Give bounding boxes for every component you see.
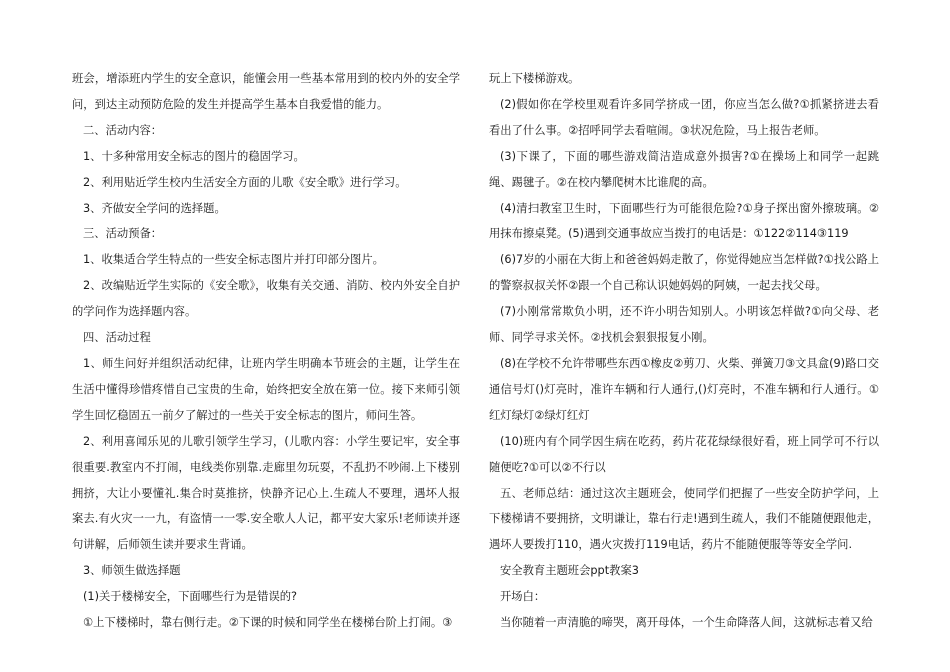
- paragraph: 2、利用贴近学生校内生活安全方面的儿歌《安全歌》进行学习。: [83, 175, 407, 189]
- paragraph: (2)假如你在学校里观看许多同学挤成一团，你应当怎么做?①抓紧挤进去看看出了什么事。②招呼同学去看喧闹。③状况危险，马上报告老师。: [489, 97, 879, 137]
- paragraph: (10)班内有个同学因生病在吃药，药片花花绿绿很好看，班上同学可不行以随便吃?①可以②不行以: [489, 434, 879, 474]
- paragraph: 3、师领生做选择题: [83, 564, 181, 578]
- paragraph: 3、齐做安全学问的选择题。: [83, 201, 226, 215]
- paragraph: 1、师生问好并组织活动纪律，让班内学生明确本节班会的主题，让学生在生活中懂得珍惜疼惜自己宝贵的生命，始终把安全放在第一位。接下来师引领学生回忆稳固五一前夕了解过的一些关于安全标志的图片，师问生答。: [72, 356, 460, 422]
- right-column: [489, 66, 879, 636]
- paragraph: 当你随着一声清脆的啼哭，离开母体，一个生命降落人间，这就标志着又给: [500, 616, 873, 630]
- paragraph: 2、利用喜闻乐见的儿歌引领学生学习，(儿歌内容：小学生要记牢，安全事很重要.教室内不打闹，电线类你别靠.走廊里勿玩耍，不乱扔不吵闹.上下楼别拥挤，大让小要懂礼.集合时莫推挤，快静齐记心上.生疏人不要理，遇坏人报案去.有火灾一一九，有盗情一一零.安全歌人人记，都平安大家乐!老师读并逐句讲解，后师领生读并要求生背诵。: [72, 434, 460, 552]
- paragraph: 安全教育主题班会ppt教案3: [500, 564, 639, 578]
- left-column: [72, 66, 460, 636]
- paragraph: 四、活动过程: [83, 331, 151, 345]
- paragraph: 1、十多种常用安全标志的图片的稳固学习。: [83, 149, 305, 163]
- paragraph: (1)关于楼梯安全，下面哪些行为是错误的?: [83, 590, 298, 604]
- paragraph: ①上下楼梯时，靠右侧行走。②下课的时候和同学坐在楼梯台阶上打闹。③: [83, 616, 453, 630]
- paragraph: 三、活动预备：: [83, 227, 163, 241]
- paragraph: 2、改编贴近学生实际的《安全歌》，收集有关交通、消防、校内外安全自护的学问作为选择题内容。: [72, 279, 460, 319]
- paragraph: 二、活动内容：: [83, 123, 163, 137]
- paragraph: 开场白：: [500, 590, 546, 604]
- paragraph: (3)下课了，下面的哪些游戏简洁造成意外损害?①在操场上和同学一起跳绳、踢毽子。②在校内攀爬树木比谁爬的高。: [489, 149, 879, 189]
- paragraph: (7)小刚常常欺负小明，还不许小明告知别人。小明该怎样做?①向父母、老师、同学寻求关怀。②找机会狠狠报复小刚。: [489, 305, 879, 345]
- paragraph: 1、收集适合学生特点的一些安全标志图片并打印部分图片。: [83, 253, 384, 267]
- paragraph: 班会，增添班内学生的安全意识，能懂会用一些基本常用到的校内外的安全学问，到达主动预防危险的发生并提高学生基本自我爱惜的能力。: [72, 72, 460, 111]
- paragraph: (8)在学校不允许带哪些东西①橡皮②剪刀、火柴、弹簧刀③文具盒(9)路口交通信号灯()灯亮时，准许车辆和行人通行,()灯亮时，不准车辆和行人通行。①红灯绿灯②绿灯红灯: [489, 356, 879, 422]
- paragraph: (6)7岁的小丽在大街上和爸爸妈妈走散了，你觉得她应当怎样做?①找公路上的警察叔叔关怀②跟一个自己称认识她妈妈的阿姨，一起去找父母。: [489, 253, 879, 293]
- paragraph: 五、老师总结：通过这次主题班会，使同学们把握了一些安全防护学问，上下楼梯请不要拥挤，文明谦让，靠右行走!遇到生疏人，我们不能随便跟他走，遇坏人要拨打110，遇火灾拨打119电话，药片不能随便服等等安全学问.: [489, 486, 879, 552]
- paragraph: (4)清扫教室卫生时，下面哪些行为可能很危险?①身子探出窗外擦玻璃。②用抹布擦桌凳。(5)遇到交通事故应当拨打的电话是：①122②114③119: [489, 201, 879, 241]
- paragraph: 玩上下楼梯游戏。: [489, 72, 580, 85]
